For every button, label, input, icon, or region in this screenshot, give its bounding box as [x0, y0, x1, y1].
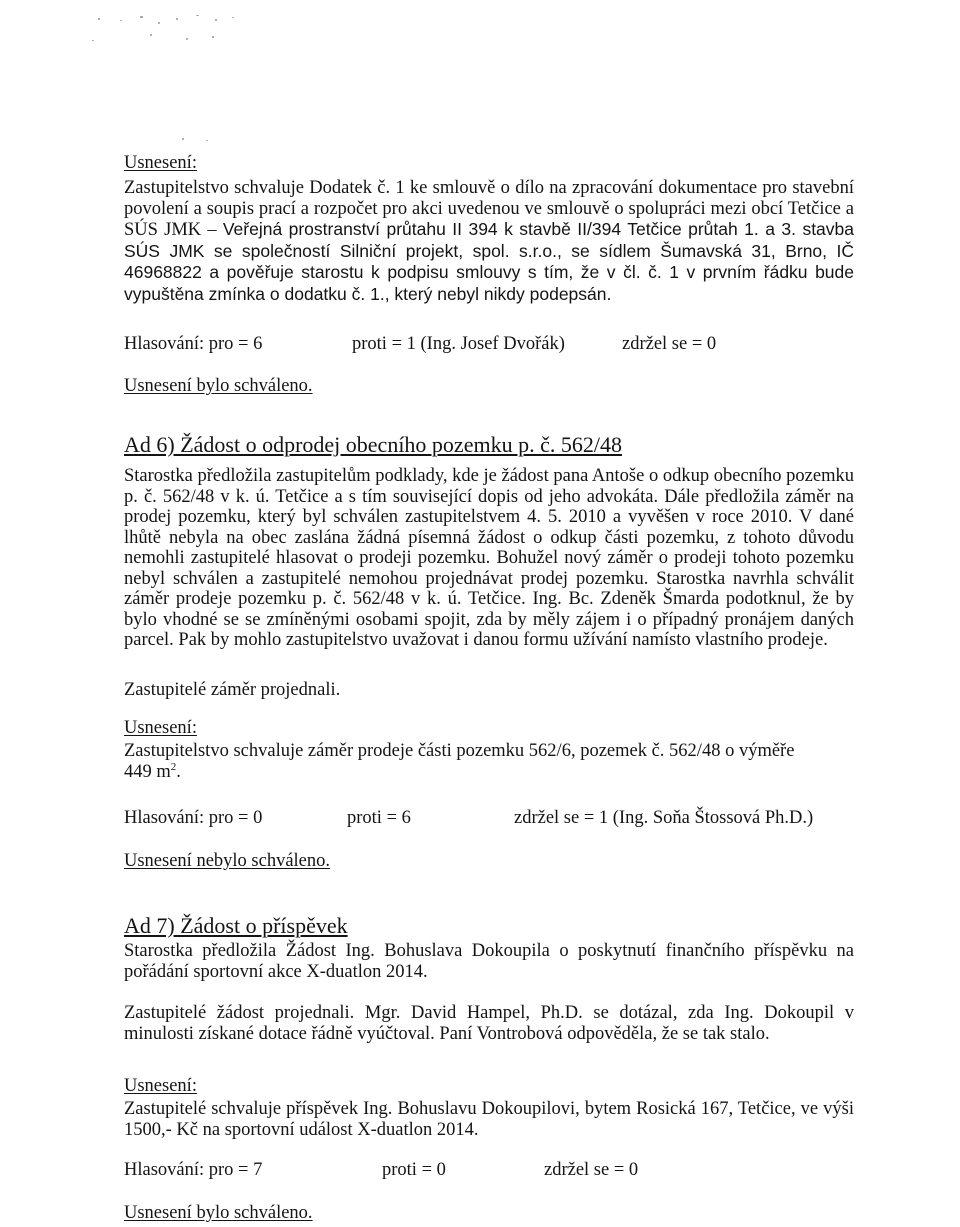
resolution-end: . — [176, 761, 181, 782]
vote-proti: proti = 6 — [347, 808, 411, 828]
section-6 — [124, 432, 854, 458]
resolution-result: Usnesení nebylo schváleno. — [124, 851, 331, 871]
vote-pro: Hlasování: pro = 6 — [124, 334, 263, 354]
vote-zdrzel: zdržel se = 1 (Ing. Soňa Štossová Ph.D.) — [514, 808, 814, 828]
resolution-text-part-b: Veřejná prostranství průtahu II 394 k stavbě II/394 Tetčice průtah 1. a 3. stavba SÚS JMK se společností Silniční projekt, spol. s.r.o., se sídlem Šumavská 31, Brno, IČ 46968822 a pověřuje starostu k podpisu smlouvy s tím, že v čl. č. 1 v prvním řádku bude vypuštěna zmínka o dodatku č. 1., který nebyl nikdy podepsán. — [124, 219, 854, 304]
section-7-body — [124, 941, 854, 982]
resolution-block-dodatek — [124, 153, 854, 174]
discussed-note: Zastupitelé záměr projednali. — [124, 680, 341, 700]
resolution-text-main: Zastupitelstvo schvaluje záměr prodeje části pozemku 562/6, pozemek č. 562/48 o výměře — [124, 741, 795, 761]
resolution-text-zamer — [124, 741, 854, 782]
resolution-label: Usnesení: — [124, 153, 197, 173]
vote-pro: Hlasování: pro = 7 — [124, 1160, 263, 1180]
resolution-result: Usnesení bylo schváleno. — [124, 1203, 313, 1223]
section-7 — [124, 913, 854, 939]
vote-zdrzel: zdržel se = 0 — [544, 1160, 639, 1180]
resolution-label: Usnesení: — [124, 1076, 197, 1096]
resolution-text: Zastupitelé schvaluje příspěvek Ing. Bohuslavu Dokoupilovi, bytem Rosická 167, Tetčice, ve výši 1500,- Kč na sportovní událost X-duatlon 2014. — [124, 1099, 854, 1140]
resolution-text-part-a: Zastupitelstvo schvaluje Dodatek č. 1 ke smlouvě o dílo na zpracování dokumentace pro stavební povolení a soupis prací a rozpočet pro akci uvedenou ve smlouvě o spolupráci mezi obcí Tetčice a SÚS JMK – — [124, 178, 854, 240]
vote-pro: Hlasování: pro = 0 — [124, 808, 263, 828]
discussion-text: Zastupitelé žádost projednali. Mgr. David Hampel, Ph.D. se dotázal, zda Ing. Dokoupil v minulosti získané dotace řádně vyúčtoval. Paní Vontrobová odpověděla, že se tak stalo. — [124, 1003, 854, 1044]
resolution-text-prispevek — [124, 1099, 854, 1140]
resolution-text-dodatek — [124, 178, 854, 305]
section-7-discussion — [124, 1003, 854, 1044]
section-heading: Ad 7) Žádost o příspěvek — [124, 913, 348, 938]
resolution-area: 449 m — [124, 761, 171, 782]
vote-zdrzel: zdržel se = 0 — [622, 334, 717, 354]
resolution-label: Usnesení: — [124, 718, 197, 738]
section-6-body — [124, 466, 854, 651]
section-body-text: Starostka předložila Žádost Ing. Bohuslava Dokoupila o poskytnutí finančního příspěvku na pořádání sportovní akce X-duatlon 2014. — [124, 941, 854, 982]
vote-proti: proti = 0 — [382, 1160, 446, 1180]
area-exponent: 2 — [170, 760, 177, 773]
section-body-text: Starostka předložila zastupitelům podklady, kde je žádost pana Antoše o odkup obecního pozemku p. č. 562/48 v k. ú. Tetčice a s tím související dopis od jeho advokáta. Dále předložila záměr na prodej pozemku, který byl schválen zastupitelstvem 4. 5. 2010 a vyvěšen v roce 2010. V dané lhůtě nebyla na obec zaslána žádná písemná žádost o odkup části pozemku, z tohoto důvodu nemohli zastupitelé hlasovat o prodeji pozemku. Bohužel nový záměr o prodeji tohoto pozemku nebyl schválen a zastupitelé nemohou projednávat prodej pozemku. Starostka navrhla schválit záměr prodeje pozemku p. č. 562/48 v k. ú. Tetčice. Ing. Bc. Zdeněk Šmarda podotknul, že by bylo vhodné se se zmíněnými osobami spojit, zda by měly zájem i o případný pronájem daných parcel. Pak by mohlo zastupitelstvo uvažovat i danou formu užívání namísto vlastního prodeje. — [124, 466, 854, 650]
resolution-result: Usnesení bylo schváleno. — [124, 376, 313, 396]
section-heading: Ad 6) Žádost o odprodej obecního pozemku p. č. 562/48 — [124, 432, 622, 457]
vote-proti: proti = 1 (Ing. Josef Dvořák) — [352, 334, 565, 354]
